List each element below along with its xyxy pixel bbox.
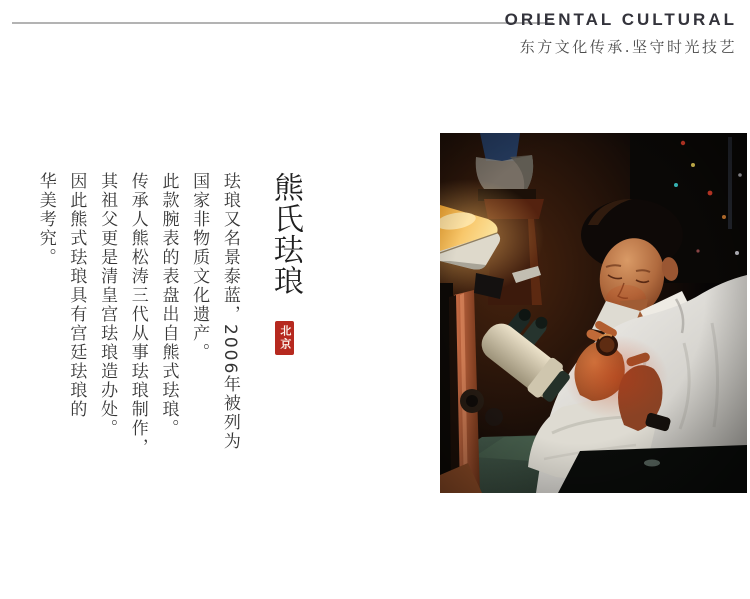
article-column-1: 珐琅又名景泰蓝，2006年被列为: [219, 172, 240, 452]
craftsman-photo-illustration: [440, 133, 747, 493]
article-column-6: 因此熊式珐琅具有宫廷珐琅的: [66, 172, 87, 419]
photo-vignette: [440, 133, 747, 493]
article-vertical-text: [24, 172, 302, 502]
article-column-7: 华美考究。: [35, 172, 56, 267]
beijing-seal: 北京: [275, 321, 294, 355]
article-title-column: [269, 172, 302, 502]
header-divider: [12, 22, 553, 24]
brand-title: ORIENTAL CULTURAL: [504, 10, 737, 29]
article-column-5: 其祖父更是清皇宫珐琅造办处。: [97, 172, 118, 438]
article-column-3: 此款腕表的表盘出自熊式珐琅。: [158, 172, 179, 438]
article-title: 熊氏珐琅: [267, 172, 303, 296]
article-column-4: 传承人熊松涛三代从事珐琅制作，: [127, 172, 148, 457]
brand-subtitle: 东方文化传承.坚守时光技艺: [519, 38, 737, 56]
craftsman-photo: [440, 133, 747, 493]
article-column-2: 国家非物质文化遗产。: [189, 172, 210, 362]
header: [505, 10, 737, 57]
